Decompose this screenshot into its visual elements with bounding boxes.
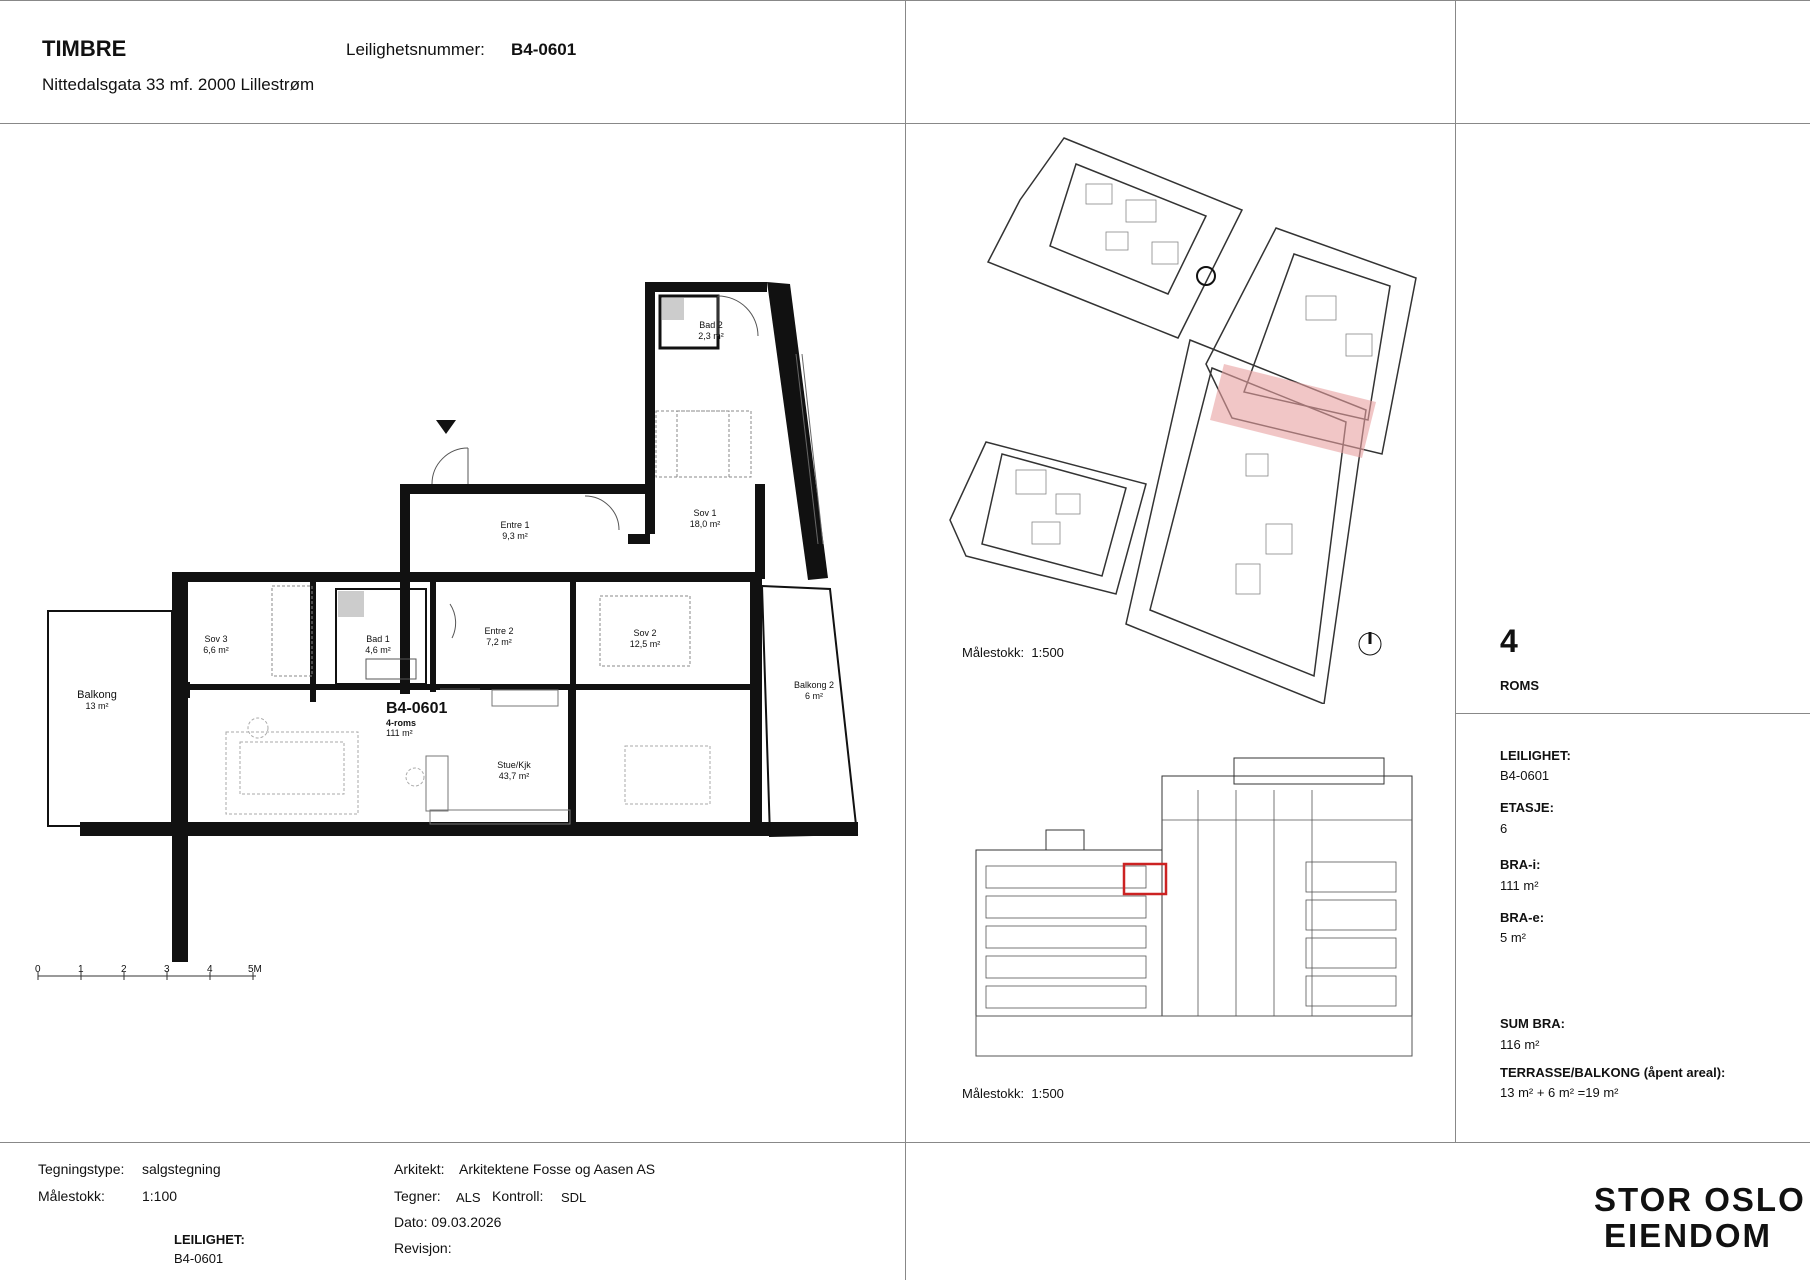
room-balkong: Balkong 13 m² [77,689,117,711]
bra-i-label: BRA-i: [1500,857,1541,872]
rooms-label: ROMS [1500,678,1539,693]
floor-plan [0,124,905,1142]
date-text: Dato: 09.03.2026 [394,1214,502,1230]
project-address: Nittedalsgata 33 mf. 2000 Lillestrøm [42,75,315,94]
drawer-label: Tegner: [394,1188,441,1204]
architect-label: Arkitekt: [394,1161,445,1177]
room-sov-2: Sov 2 12,5 m² [629,628,661,649]
scale-tick-4: 4 [207,964,213,975]
bra-i-value: 111 m² [1500,878,1539,893]
scale-tick-1: 1 [78,964,84,975]
control-label: Kontroll: [492,1188,544,1204]
room-stue-kjk: Stue/Kjk 43,7 m² [497,760,531,781]
revision-label: Revisjon: [394,1240,452,1256]
apartment-value: B4-0601 [1500,768,1550,783]
room-bad-1: Bad 1 4,6 m² [365,634,391,655]
room-entre-2: Entre 2 7,2 m² [484,626,514,647]
terrace-label: TERRASSE/BALKONG (åpent areal): [1500,1065,1726,1080]
bra-e-label: BRA-e: [1500,910,1545,925]
plan-unit-label: B4-0601 4-roms 111 m² [386,700,448,738]
drawer-value: ALS [456,1190,481,1205]
room-entre-1: Entre 1 9,3 m² [500,520,530,541]
project-name: TIMBRE [42,36,127,61]
unit-number-value: B4-0601 [511,40,577,59]
col-divider-2 [1455,0,1456,1142]
rooms-count: 4 [1500,623,1518,659]
sum-bra-label: SUM BRA: [1500,1016,1565,1031]
footer-apartment-label: LEILIGHET: [174,1232,245,1247]
footer-scale-value: 1:100 [142,1188,178,1204]
floor-value: 6 [1500,821,1508,836]
control-value: SDL [561,1190,587,1205]
site-plan-scale: Målestokk: 1:500 [962,645,1064,660]
elevation-scale: Målestokk: 1:500 [962,1086,1064,1101]
summary-divider [1455,713,1810,714]
architect-value: Arkitektene Fosse og Aasen AS [459,1161,656,1177]
footer-scale-label: Målestokk: [38,1188,105,1204]
floor-label: ETASJE: [1500,800,1554,815]
company-logo: STOR OSLO EIENDOM [1594,1181,1806,1254]
site-plan [906,124,1454,704]
scale-tick-3: 3 [164,964,170,975]
room-balkong-2: Balkong 2 6 m² [793,680,835,701]
footer-apartment-value: B4-0601 [174,1251,224,1266]
apartment-label: LEILIGHET: [1500,748,1571,763]
scale-tick-5: 5M [248,964,262,975]
terrace-value: 13 m² + 6 m² =19 m² [1500,1085,1619,1100]
bra-e-value: 5 m² [1500,930,1526,945]
room-sov-1: Sov 1 18,0 m² [689,508,721,529]
elevation-view [906,750,1454,1060]
room-bad-2: Bad 2 2,3 m² [698,320,724,341]
sum-bra-value: 116 m² [1500,1037,1540,1052]
drawing-type-label: Tegningstype: [38,1161,125,1177]
unit-number-label: Leilighetsnummer: [346,40,485,59]
drawing-type-value: salgstegning [142,1161,221,1177]
scale-tick-2: 2 [121,964,127,975]
scale-tick-0: 0 [35,964,41,975]
room-sov-3: Sov 3 6,6 m² [203,634,229,655]
